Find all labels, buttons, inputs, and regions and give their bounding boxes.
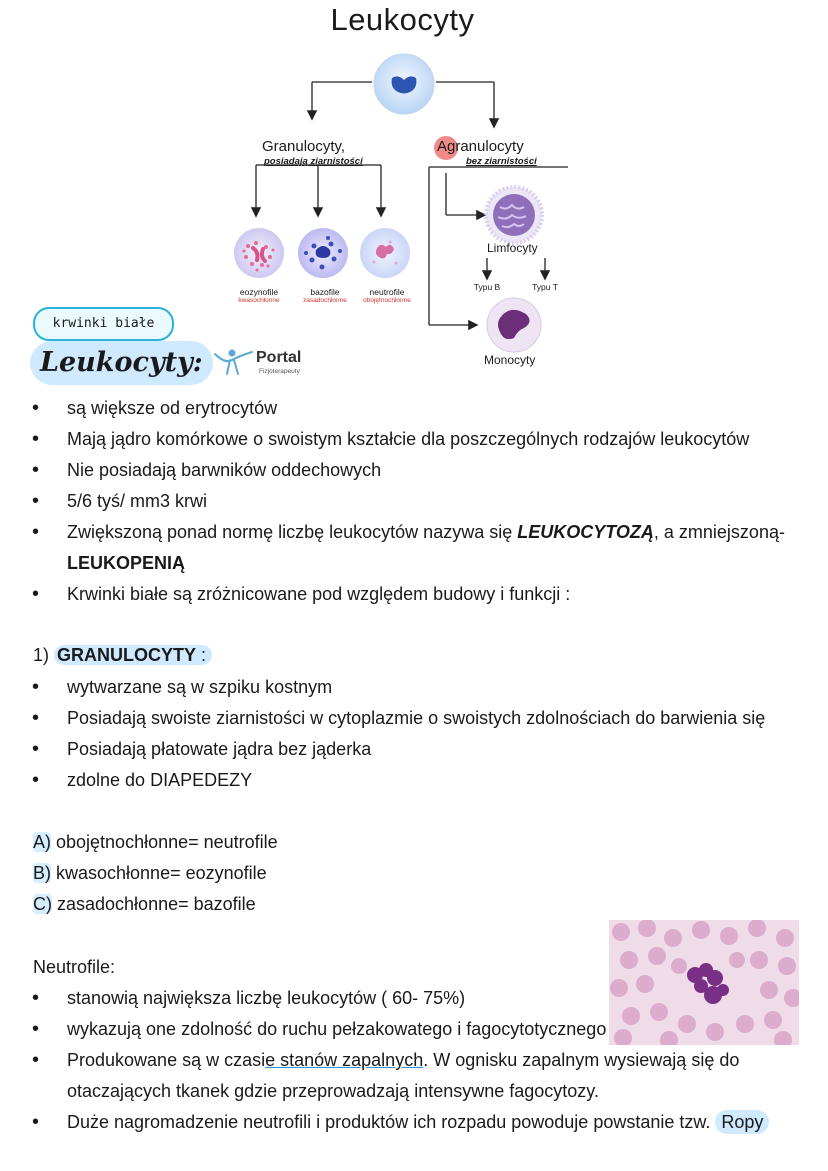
leukocytosis-text: Zwiększoną ponad normę liczbę leukocytów nazywa się	[67, 522, 518, 542]
type-letter: A)	[33, 832, 51, 852]
section-granulocytes	[33, 640, 212, 671]
sticker-label: krwinki białe	[33, 307, 174, 341]
list-item: • stanowią największa liczbę leukocytów ( 60- 75%)	[30, 983, 790, 1014]
ropy-highlight: Ropy	[715, 1110, 769, 1134]
neutro-heading: Neutrofile:	[33, 957, 116, 977]
lymphocyte-t-label: Typu T	[532, 282, 558, 292]
leukocytosis-term: LEUKOCYTOZĄ	[517, 522, 654, 542]
intro-list	[30, 393, 810, 610]
list-item: • Posiadają płatowate jądra bez jąderka	[30, 734, 810, 765]
list-item: • 5/6 tyś/ mm3 krwi	[30, 486, 810, 517]
lymphocyte-b-label: Typu B	[473, 282, 501, 292]
type-b	[33, 858, 267, 889]
list-item: • Krwinki białe są zróżnicowane pod względem budowy i funkcji :	[30, 579, 810, 610]
type-a	[33, 827, 278, 858]
list-item: • Mają jądro komórkowe o swoistym kształcie dla poszczególnych rodzajów leukocytów	[30, 424, 810, 455]
neutrophil-sub: obojętnochłonne	[363, 297, 411, 304]
leukocyte-cell-icon	[374, 54, 434, 114]
granulocytes-label: Granulocyty,	[262, 138, 346, 155]
type-letter: B)	[33, 863, 51, 883]
leukocytosis-middle: , a zmniejszoną-	[653, 522, 785, 542]
logo-name: Portal	[256, 349, 302, 366]
neutro-text-after: . W ognisku zapalnym wysiewają się do otaczających tkanek gdzie przeprowadzają intensywne fagocytozy.	[67, 1050, 740, 1101]
neutro-underlined: e stanów zapalnych	[265, 1050, 424, 1070]
type-c	[33, 889, 256, 920]
list-item	[30, 1045, 757, 1107]
neutrophil-icon	[360, 228, 410, 278]
list-item	[30, 1107, 790, 1138]
portal-logo-icon	[212, 348, 256, 376]
type-text: kwasochłonne= eozynofile	[51, 863, 267, 883]
eosinophil-sub: kwasochłonne	[238, 297, 280, 304]
logo-sub: Fizjoterapeuty	[259, 368, 300, 375]
eosinophil-label: eozynofile	[239, 287, 279, 297]
neutro-list	[30, 983, 790, 1138]
monocyte-icon	[487, 298, 541, 352]
section-number: 1)	[33, 645, 50, 665]
agranulocytes-label: Agranulocyty	[437, 138, 524, 155]
list-item: • wykazują one zdolność do ruchu pełzakowatego i fagocytotycznego	[30, 1014, 790, 1045]
granulocytes-sub: posiadają ziarnistości	[264, 156, 363, 167]
neutrophil-label: neutrofile	[369, 287, 405, 297]
page-title: Leukocyty	[330, 2, 475, 37]
lymphocyte-icon	[486, 187, 542, 243]
list-item: • Nie posiadają barwników oddechowych	[30, 455, 810, 486]
neutro-text: Produkowane są w czasi	[67, 1050, 266, 1070]
section-heading: Leukocyty:	[30, 341, 213, 385]
type-text: zasadochłonne= bazofile	[52, 894, 256, 914]
granulocyte-branch-arrows	[256, 165, 381, 215]
agranulocytes-sub: bez ziarnistości	[466, 156, 537, 167]
list-item	[30, 517, 810, 579]
lymphocyte-label: Limfocyty	[487, 241, 538, 255]
section-suffix: :	[196, 645, 207, 665]
type-letter: C)	[33, 894, 52, 914]
leukopenia-term: LEUKOPENIĄ	[67, 553, 186, 573]
section-name: GRANULOCYTY	[57, 645, 197, 665]
list-item: • są większe od erytrocytów	[30, 393, 810, 424]
basophil-icon	[298, 228, 348, 278]
type-text: obojętnochłonne= neutrofile	[51, 832, 278, 852]
monocyte-label: Monocyty	[484, 353, 536, 367]
basophil-label: bazofile	[310, 287, 340, 297]
neutro-text: Duże nagromadzenie neutrofili i produktów ich rozpadu powoduje powstanie tzw.	[67, 1112, 711, 1132]
eosinophil-icon	[234, 228, 284, 278]
basophil-sub: zasadochłonne	[303, 297, 347, 304]
granulocyte-list	[30, 672, 810, 796]
list-item: • Posiadają swoiste ziarnistości w cytoplazmie o swoistych zdolnościach do barwienia się	[30, 703, 810, 734]
list-item: • wytwarzane są w szpiku kostnym	[30, 672, 810, 703]
list-item: • zdolne do DIAPEDEZY	[30, 765, 810, 796]
